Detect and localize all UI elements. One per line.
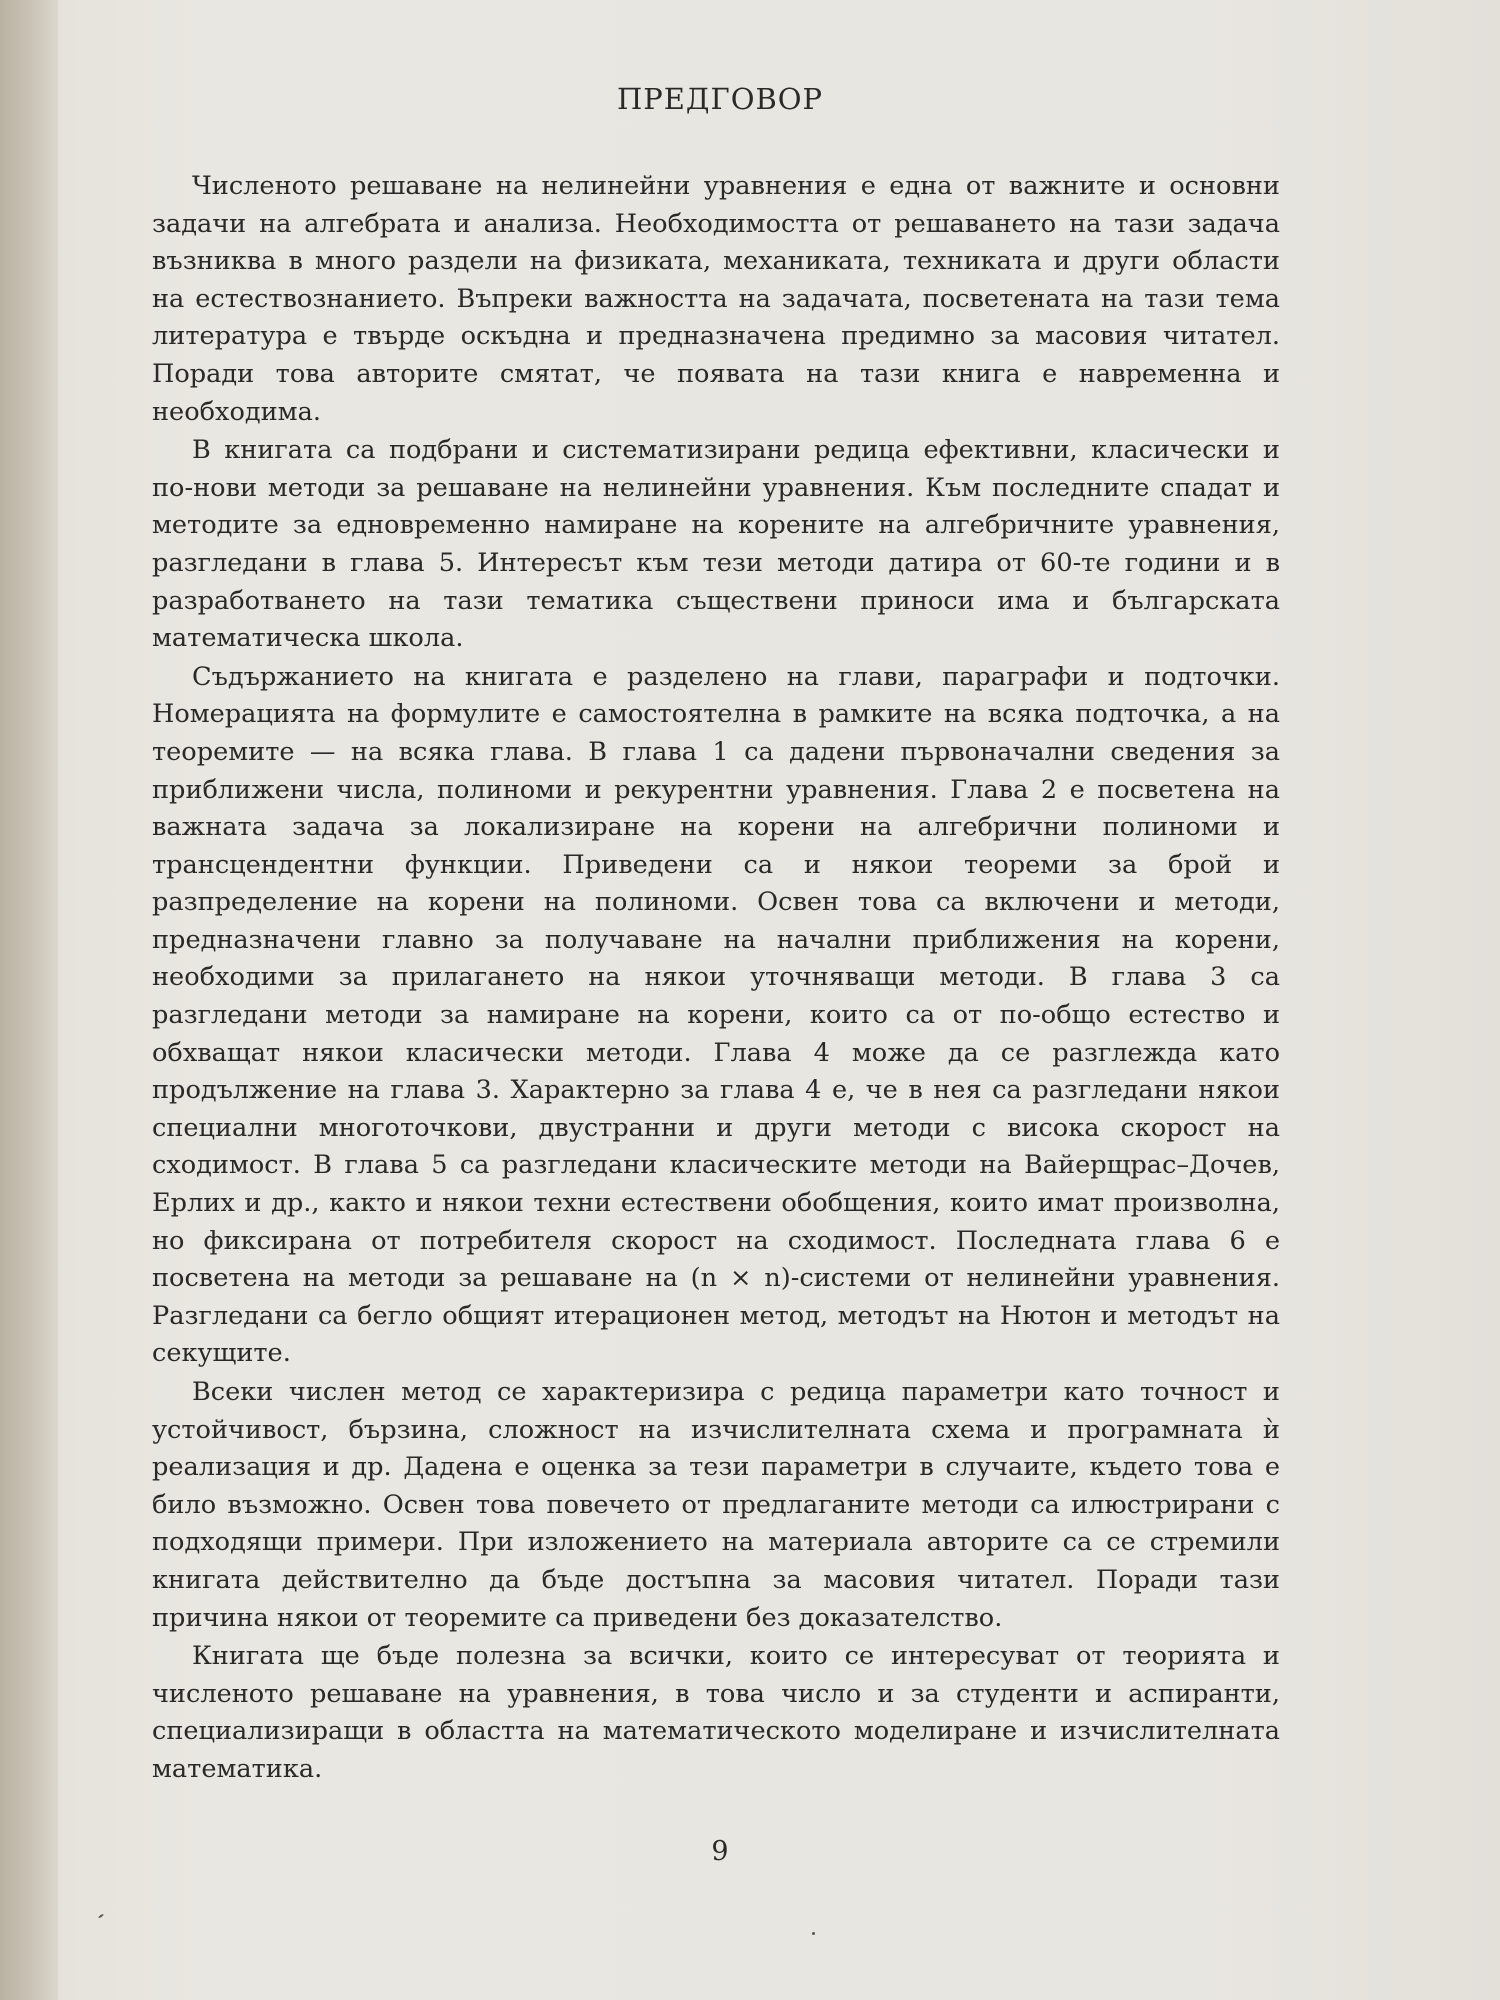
page-number: 9 xyxy=(711,1836,729,1867)
paragraph-2: В книгата са подбрани и систематизирани редица ефективни, класически и по-нови методи за решаване на нелинейни уравнения. Към последните спадат и методите за едновременно намиране на корените на алгебричните уравнения, разгледани в глава 5. Интересът към тези методи датира от 60-те години и в разработването на тази тематика съществени приноси има и българската математическа школа. xyxy=(152,435,1280,654)
paragraph-3: Съдържанието на книгата е разделено на глави, параграфи и подточки. Номерацията на формулите е самостоятелна в рамките на всяка подточка, а на теоремите — на всяка глава. В глава 1 са дадени първоначални сведения за приближени числа, полиноми и рекурентни уравнения. Глава 2 е посветена на важната задача за локализиране на корени на алгебрични полиноми и трансцендентни функции. Приведени са и някои теореми за брой и разпределение на корени на полиноми. Освен това са включени и методи, предназначени главно за получаване на начални приближения на корени, необходими за прилагането на някои уточняващи методи. В глава 3 са разгледани методи за намиране на корени, които са от по-общо естество и обхващат някои класически методи. Глава 4 може да се разглежда като продължение на глава 3. Характерно за глава 4 е, че в нея са разгледани някои специални многоточкови, двустранни и други методи с висока скорост на сходимост. В глава 5 са разгледани класическите методи на Вайерщрас–Дочев, Ерлих и др., както и някои техни естествени обобщения, които имат произволна, но фиксирана от потребителя скорост на сходимост. Последната глава 6 е посветена на методи за решаване на (n × n)-системи от нелинейни уравнения. Разгледани са бегло общият итерационен метод, методът на Нютон и методът на секущите. xyxy=(152,661,1280,1369)
paragraph-4: Всеки числен метод се характеризира с редица параметри като точност и устойчивост, бързина, сложност на изчислителната схема и програмната ѝ реализация и др. Дадена е оценка за тези параметри в случаите, където това е било възможно. Освен това повечето от предлаганите методи са илюстрирани с подходящи примери. При изложението на материала авторите са се стремили книгата действително да бъде достъпна за масовия читател. Поради тази причина някои от теоремите са приведени без доказателство. xyxy=(152,1377,1280,1633)
body-text xyxy=(152,168,1280,1790)
page-heading: ПРЕДГОВОР xyxy=(616,82,824,116)
paragraph-1: Численото решаване на нелинейни уравнения е една от важните и основни задачи на алгебрата и анализа. Необходимостта от решаването на тази задача възниква в много раздели на физиката, механиката, техниката и други области на естествознанието. Въпреки важността на задачата, посветената на тази тема литература е твърде оскъдна и предназначена предимно за масовия читател. Поради това авторите смятат, че появата на тази книга е навременна и необходима. xyxy=(152,171,1280,427)
paper-speck xyxy=(812,1932,815,1935)
book-gutter xyxy=(0,0,58,2000)
paragraph-5: Книгата ще бъде полезна за всички, които се интересуват от теорията и численото решаване на уравнения, в това число и за студенти и аспиранти, специализиращи в областта на математическото моделиране и изчислителната математика. xyxy=(152,1641,1280,1784)
paper-speck xyxy=(98,1913,104,1918)
